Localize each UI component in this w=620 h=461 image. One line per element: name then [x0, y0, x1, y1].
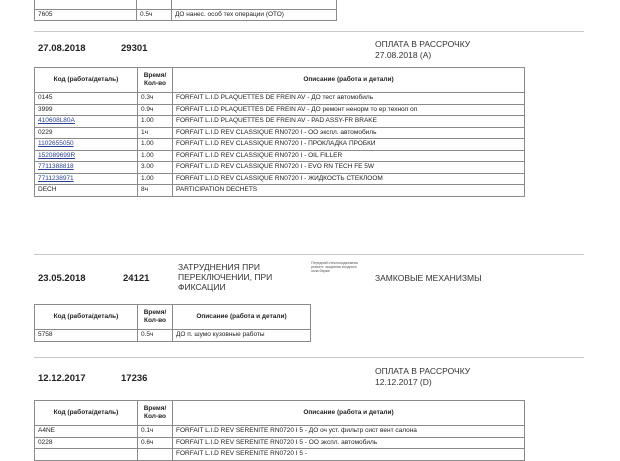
qty-column-header: Время/ Кол-во: [138, 401, 173, 426]
qty-cell: 3.00: [138, 162, 173, 174]
table-row: [35, 437, 525, 449]
order-date: 12.12.2017: [38, 373, 86, 384]
desc-cell: FORFAIT L.I.D REV CLASSIQUE RN0720 I - ПРОКЛАДКА ПРОБКИ: [173, 139, 525, 151]
desc-cell: FORFAIT L.I.D REV CLASSIQUE RN0720 I - ОО экспл. автомобиль: [173, 127, 525, 139]
payment-date: 12.12.2017 (D): [375, 377, 432, 387]
part-code-link[interactable]: 410608L80A: [35, 116, 138, 128]
table-row: [35, 127, 525, 139]
desc-cell: FORFAIT L.I.D PLAQUETTES DE FREIN AV - ДО ремонт ненорм то ер технол оп: [173, 104, 525, 116]
qty-cell: 1.00: [138, 150, 173, 162]
table-row: [35, 449, 525, 461]
code-cell: A4NE: [35, 426, 138, 438]
section-divider: [34, 357, 584, 358]
desc-column-header: Описание (работа и детали): [173, 305, 311, 330]
table-row: [35, 426, 525, 438]
desc-cell: FORFAIT L.I.D PLAQUETTES DE FREIN AV - PAD ASSY-FR BRAKE: [173, 116, 525, 128]
qty-cell: 0.5ч: [138, 330, 173, 342]
code-cell: 0228: [35, 437, 138, 449]
payment-date: 27.08.2018 (A): [375, 50, 432, 60]
qty-cell: 1.00: [138, 173, 173, 185]
payment-type: ОПЛАТА В РАССРОЧКУ: [375, 366, 471, 376]
qty-cell: 8ч: [138, 185, 173, 197]
code-cell: [35, 0, 137, 9]
code-column-header: Код (работа/деталь): [35, 68, 138, 93]
code-cell: 0229: [35, 127, 138, 139]
desc-cell: [172, 0, 337, 9]
order-lines-table: [34, 304, 311, 342]
qty-cell: 0.9ч: [138, 104, 173, 116]
payment-type: ОПЛАТА В РАССРОЧКУ: [375, 39, 471, 49]
order-lines-table: [34, 400, 525, 461]
table-row: [35, 330, 311, 342]
table-header-row: [35, 305, 311, 330]
desc-cell: FORFAIT L.I.D REV CLASSIQUE RN0720 I - EVO RN TECH FE 5W: [173, 162, 525, 174]
order-number: 24121: [123, 273, 150, 284]
table-row: [35, 116, 525, 128]
table-row: [35, 185, 525, 197]
order-number: 29301: [121, 43, 148, 54]
section-divider: [34, 254, 584, 255]
qty-cell: 0.6ч: [138, 437, 173, 449]
qty-column-header: Время/ Кол-во: [138, 68, 173, 93]
table-row: [35, 0, 337, 9]
desc-column-header: Описание (работа и детали): [173, 401, 525, 426]
complaint-text: ЗАТРУДНЕНИЯ ПРИ ПЕРЕКЛЮЧЕНИИ, ПРИ ФИКСАЦИИ: [178, 262, 273, 292]
part-code-link[interactable]: 7711388818: [35, 162, 138, 174]
qty-cell: 1.00: [138, 139, 173, 151]
order-number: 17236: [121, 373, 148, 384]
qty-cell: 0.3ч: [138, 93, 173, 105]
code-cell: 7605: [35, 9, 137, 21]
table-row: [35, 139, 525, 151]
section-divider: [34, 31, 584, 32]
order-date: 27.08.2018: [38, 43, 86, 54]
previous-order-table: [34, 0, 337, 21]
code-cell: 3999: [35, 104, 138, 116]
desc-cell: FORFAIT L.I.D REV CLASSIQUE RN0720 I - OIL FILLER: [173, 150, 525, 162]
repair-note: Передний стеклоподъемник ремонт: защитник входного окна бирже: [311, 261, 358, 274]
qty-cell: [137, 0, 172, 9]
desc-cell: ДО нанес. особ тех операции (ОТО): [172, 9, 337, 21]
repair-category: ЗАМКОВЫЕ МЕХАНИЗМЫ: [375, 273, 482, 283]
table-row: [35, 9, 337, 21]
code-column-header: Код (работа/деталь): [35, 401, 138, 426]
qty-cell: 1.00: [138, 116, 173, 128]
desc-column-header: Описание (работа и детали): [173, 68, 525, 93]
part-code-link[interactable]: 7711238971: [35, 173, 138, 185]
desc-cell: FORFAIT L.I.D REV CLASSIQUE RN0720 I - ЖИДКОСТЬ СТЕКЛООМ: [173, 173, 525, 185]
table-row: [35, 104, 525, 116]
table-row: [35, 173, 525, 185]
qty-cell: 1ч: [138, 127, 173, 139]
code-column-header: Код (работа/деталь): [35, 305, 138, 330]
part-code-link[interactable]: 1102655050: [35, 139, 138, 151]
desc-cell: FORFAIT L.I.D PLAQUETTES DE FREIN AV - ДО тест автомобиль: [173, 93, 525, 105]
code-cell: [35, 449, 138, 461]
qty-column-header: Время/ Кол-во: [138, 305, 173, 330]
table-header-row: [35, 401, 525, 426]
code-cell: 0145: [35, 93, 138, 105]
part-code-link[interactable]: 152089699R: [35, 150, 138, 162]
order-date: 23.05.2018: [38, 273, 86, 284]
table-row: [35, 162, 525, 174]
desc-cell: FORFAIT L.I.D REV SERENITE RN0720 I 5 - ОО экспл. автомобиль: [173, 437, 525, 449]
desc-cell: ДО п. шумо кузовные работы: [173, 330, 311, 342]
qty-cell: 0.1ч: [138, 426, 173, 438]
desc-cell: FORFAIT L.I.D REV SERENITE RN0720 I 5 - ДО оч уст. фильтр сист вент салона: [173, 426, 525, 438]
table-row: [35, 93, 525, 105]
desc-cell: PARTICIPATION DECHETS: [173, 185, 525, 197]
qty-cell: 0.5ч: [137, 9, 172, 21]
desc-cell: FORFAIT L.I.D REV SERENITE RN0720 I 5 -: [173, 449, 525, 461]
code-cell: 5758: [35, 330, 138, 342]
table-row: [35, 150, 525, 162]
code-cell: DECH: [35, 185, 138, 197]
qty-cell: [138, 449, 173, 461]
table-header-row: [35, 68, 525, 93]
order-lines-table: [34, 67, 525, 197]
